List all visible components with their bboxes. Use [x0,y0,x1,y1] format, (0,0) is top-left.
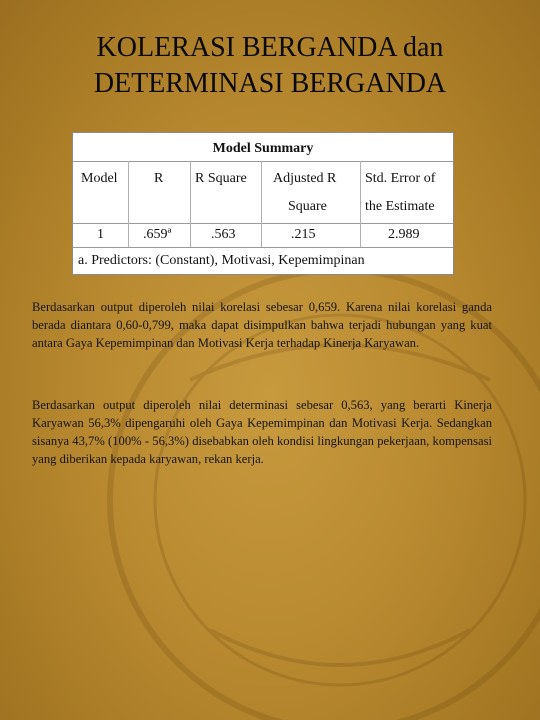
column-divider [190,161,191,247]
header-std-error: Std. Error of [365,171,436,186]
cell-adjusted-r-square: .215 [291,227,316,242]
header-model: Model [81,171,118,186]
paragraph-correlation: Berdasarkan output diperoleh nilai korelasi sebesar 0,659. Karena nilai korelasi ganda berada diantara 0,60-0,799, maka dapat disimpulkan bahwa terjadi hubungan yang kuat antara Gaya Kepemimpinan dan Motivasi Kerja terhadap Kinerja Karyawan. [32,300,492,350]
header-adjusted-r-square: Square [288,199,327,214]
table-divider [73,223,453,224]
header-std-error-estimate: the Estimate [365,199,435,214]
column-divider [360,161,361,247]
model-summary-table [72,132,454,275]
cell-r: .659ª [143,227,172,242]
column-divider [261,161,262,247]
title-line-2: DETERMINASI BERGANDA [93,68,447,99]
page-title [0,30,540,102]
column-divider [128,161,129,247]
title-line-1: KOLERASI BERGANDA dan [96,32,444,63]
header-adjusted-r: Adjusted R [273,171,337,186]
table-divider [73,247,453,248]
cell-r-square: .563 [211,227,236,242]
table-divider [73,161,453,162]
cell-std-error: 2.989 [388,227,420,242]
table-caption: Model Summary [212,141,314,156]
table-footnote: a. Predictors: (Constant), Motivasi, Kepemimpinan [78,253,365,268]
cell-model: 1 [97,227,104,242]
header-r-square: R Square [195,171,247,186]
header-r: R [154,171,164,186]
paragraph-determination: Berdasarkan output diperoleh nilai determinasi sebesar 0,563, yang berarti Kinerja Karyawan 56,3% dipengaruhi oleh Gaya Kepemimpinan dan Motivasi Kerja. Sedangkan sisanya 43,7% (100% - 56,3%) disebabkan oleh kondisi lingkungan pekerjaan, kompensasi yang diberikan kepada karyawan, rekan kerja. [32,398,492,466]
